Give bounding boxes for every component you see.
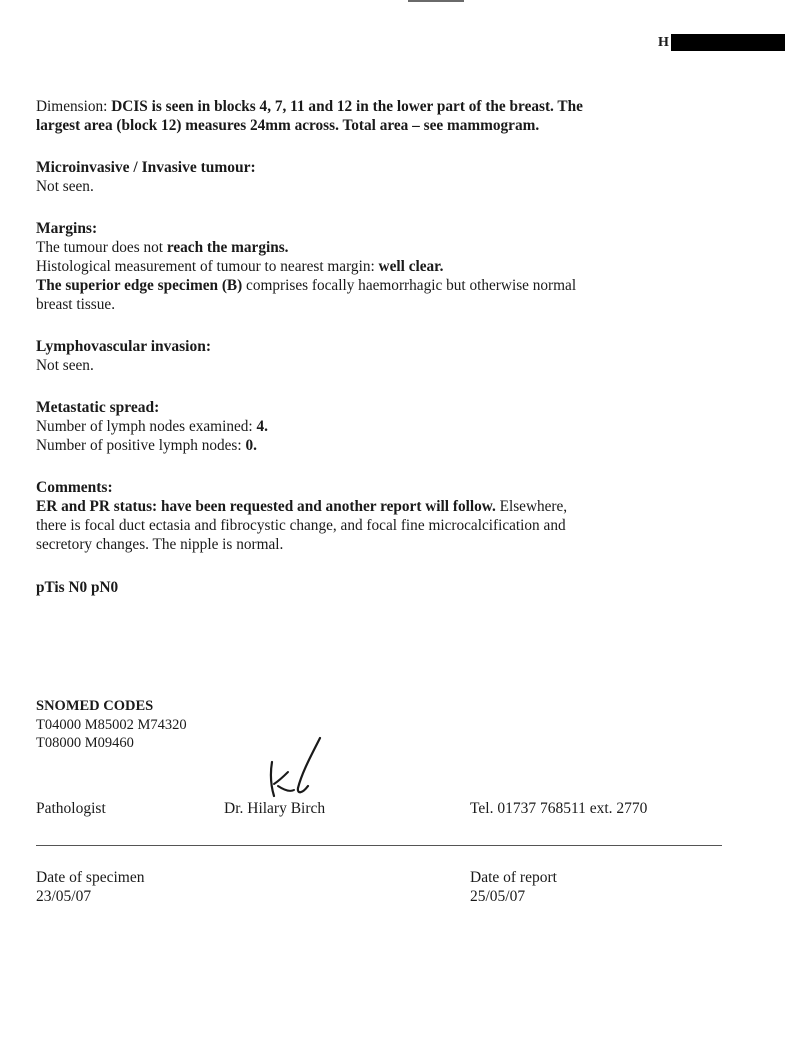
dimension-section <box>36 97 780 135</box>
margins-line4: breast tissue. <box>36 296 116 313</box>
top-scan-mark <box>408 0 464 2</box>
specimen-date-block <box>36 868 144 906</box>
report-body <box>36 97 780 597</box>
lymphovascular-section <box>36 337 780 375</box>
snomed-heading: SNOMED CODES <box>36 698 154 714</box>
report-date-label: Date of report <box>470 869 557 886</box>
divider-line <box>36 845 722 846</box>
margins-line3-bold: The superior edge specimen (B) <box>36 277 243 294</box>
margins-line1-text: The tumour does not <box>36 239 167 256</box>
redaction-bar <box>671 34 785 51</box>
margins-heading: Margins: <box>36 220 98 237</box>
nodes-positive-value: 0. <box>245 437 257 454</box>
margins-section <box>36 219 780 314</box>
snomed-section <box>36 697 187 752</box>
lymphovascular-heading: Lymphovascular invasion: <box>36 338 211 355</box>
comments-line1-bold: ER and PR status: have been requested and another report will follow. <box>36 498 496 515</box>
margins-line2-text: Histological measurement of tumour to nearest margin: <box>36 258 379 275</box>
comments-line2: there is focal duct ectasia and fibrocystic change, and focal fine microcalcification and <box>36 517 566 534</box>
patient-id-prefix: H <box>658 34 669 50</box>
signature-graphic <box>262 736 332 800</box>
specimen-date-label: Date of specimen <box>36 869 145 886</box>
lymphovascular-value: Not seen. <box>36 357 94 374</box>
margins-line2-bold: well clear. <box>378 258 444 275</box>
staging-code: pTis N0 pN0 <box>36 579 119 596</box>
microinvasive-section <box>36 158 780 196</box>
microinvasive-value: Not seen. <box>36 178 94 195</box>
comments-heading: Comments: <box>36 479 113 496</box>
nodes-positive-label: Number of positive lymph nodes: <box>36 437 246 454</box>
pathologist-name: Dr. Hilary Birch <box>224 800 326 817</box>
snomed-code-line: T08000 M09460 <box>36 735 134 751</box>
dimension-text-line1: DCIS is seen in blocks 4, 7, 11 and 12 in the lower part of the breast. The <box>111 98 583 115</box>
margins-line3-text: comprises focally haemorrhagic but otherwise normal <box>242 277 577 294</box>
patient-id-header <box>658 34 785 51</box>
nodes-examined-value: 4. <box>256 418 268 435</box>
report-date-block <box>470 868 557 906</box>
pathologist-label: Pathologist <box>36 800 106 817</box>
comments-line3: secretory changes. The nipple is normal. <box>36 536 284 553</box>
signature-row <box>36 800 776 822</box>
staging-section <box>36 578 780 597</box>
metastatic-section <box>36 398 780 455</box>
microinvasive-heading: Microinvasive / Invasive tumour: <box>36 159 256 176</box>
report-date-value: 25/05/07 <box>470 888 526 905</box>
snomed-code-line: T04000 M85002 M74320 <box>36 717 187 733</box>
specimen-date-value: 23/05/07 <box>36 888 92 905</box>
dimension-text-line2: largest area (block 12) measures 24mm across. Total area – see mammogram. <box>36 117 540 134</box>
telephone: Tel. 01737 768511 ext. 2770 <box>470 800 648 817</box>
dimension-label: Dimension: <box>36 98 108 115</box>
metastatic-heading: Metastatic spread: <box>36 399 160 416</box>
comments-section <box>36 478 780 554</box>
comments-line1-text: Elsewhere, <box>495 498 568 515</box>
margins-line1-bold: reach the margins. <box>166 239 289 256</box>
nodes-examined-label: Number of lymph nodes examined: <box>36 418 257 435</box>
